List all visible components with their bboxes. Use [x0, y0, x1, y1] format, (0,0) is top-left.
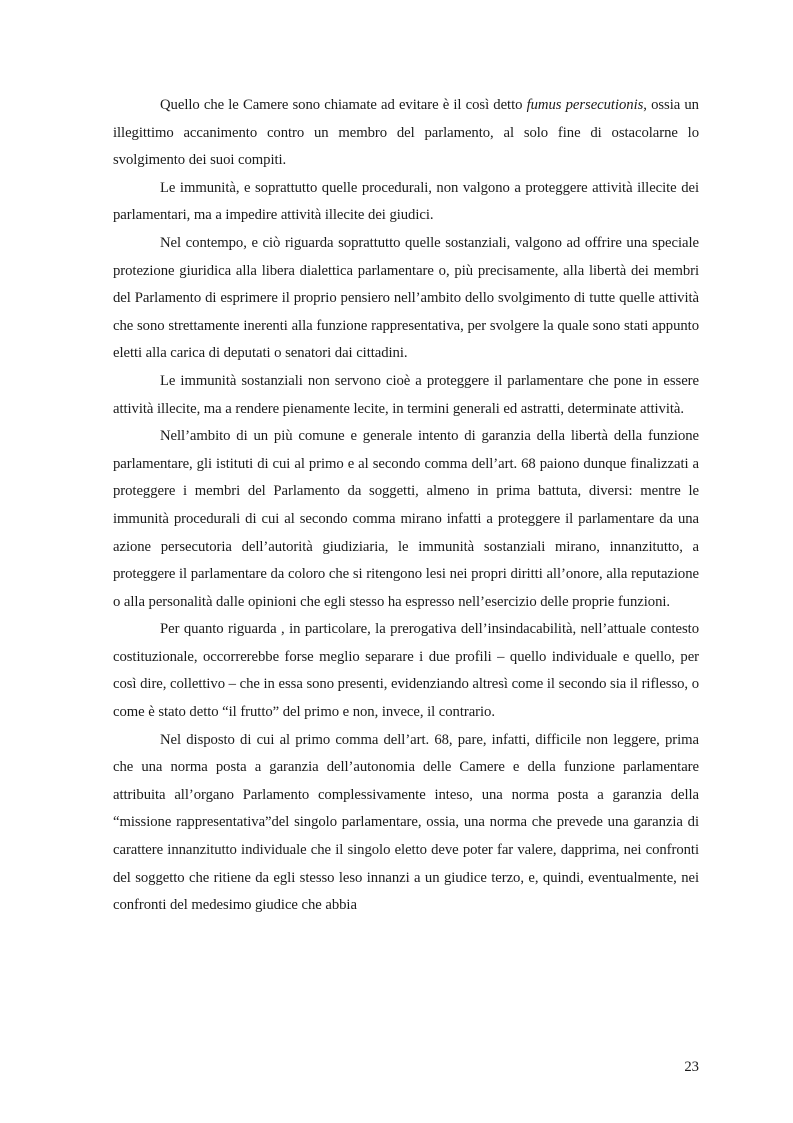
document-page [113, 92, 699, 920]
paragraph-1 [113, 92, 699, 175]
paragraph-7: Nel disposto di cui al primo comma dell’art. 68, pare, infatti, difficile non leggere, prima che una norma posta a garanzia dell’autonomia delle Camere e della funzione parlamentare attribuita all’organo Parlamento complessivamente inteso, una norma posta a garanzia della “missione rappresentativa”del singolo parlamentare, ossia, una norma che prevede una garanzia di carattere innanzitutto individuale che il singolo eletto deve poter far valere, dapprima, nei confronti del soggetto che ritiene da egli stesso leso innanzi a un giudice terzo, e, quindi, eventualmente, nei confronti del medesimo giudice che abbia [113, 731, 699, 914]
page-number: 23 [684, 1059, 699, 1075]
paragraph-2: Le immunità, e soprattutto quelle procedurali, non valgono a proteggere attività illecite dei parlamentari, ma a impedire attività illecite dei giudici. [113, 179, 699, 224]
paragraph-1-after: , ossia un illegittimo accanimento contro un membro del parlamento, al solo fine di ostacolarne lo svolgimento dei suoi compiti. [113, 97, 699, 169]
paragraph-4: Le immunità sostanziali non servono cioè a proteggere il parlamentare che pone in essere attività illecite, ma a rendere pienamente lecite, in termini generali ed astratti, determinate attività. [113, 372, 699, 417]
latin-term: fumus persecutionis [526, 97, 644, 113]
paragraph-3: Nel contempo, e ciò riguarda soprattutto quelle sostanziali, valgono ad offrire una speciale protezione giuridica alla libera dialettica parlamentare o, più precisamente, alla libertà dei membri del Parlamento di esprimere il proprio pensiero nell’ambito dello svolgimento di tutte quelle attività che sono strettamente inerenti alla funzione rappresentativa, per svolgere la quale sono stati appunto eletti alla carica di deputati o senatori dai cittadini. [113, 234, 699, 362]
paragraph-1-before: Quello che le Camere sono chiamate ad evitare è il così detto [160, 97, 527, 113]
paragraph-5: Nell’ambito di un più comune e generale intento di garanzia della libertà della funzione parlamentare, gli istituti di cui al primo e al secondo comma dell’art. 68 paiono dunque finalizzati a proteggere i membri del Parlamento da soggetti, almeno in prima battuta, diversi: mentre le immunità procedurali di cui al secondo comma mirano infatti a proteggere il parlamentare da una azione persecutoria dell’autorità giudiziaria, le immunità sostanziali mirano, innanzitutto, a proteggere il parlamentare da coloro che si ritengono lesi nei propri diritti all’onore, alla reputazione o alla personalità dalle opinioni che egli stesso ha espresso nell’esercizio delle proprie funzioni. [113, 428, 699, 610]
paragraph-6: Per quanto riguarda , in particolare, la prerogativa dell’insindacabilità, nell’attuale contesto costituzionale, occorrerebbe forse meglio separare i due profili – quello individuale e quello, per così dire, collettivo – che in essa sono presenti, evidenziando altresì come il secondo sia il riflesso, o come è stato detto “il frutto” del primo e non, invece, il contrario. [113, 621, 699, 721]
